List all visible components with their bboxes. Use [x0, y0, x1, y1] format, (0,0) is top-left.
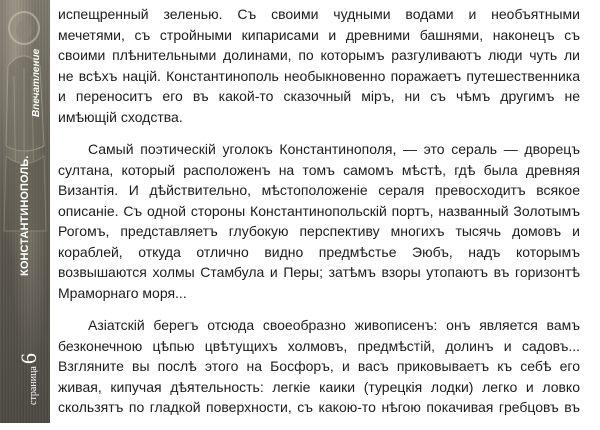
text-line: Самый поэтическій уголокъ Константинополя, — это сераль — дворецъ — [88, 141, 580, 157]
text-line: Византія. И дѣйствительно, мѣстоположеніе сераля превосходитъ всякое — [58, 182, 580, 198]
text-line: своими плѣнительными долинами, по которымъ разгуливаютъ люди чуть ли — [58, 47, 580, 63]
text-line: и переноситъ его въ какой-то сказочный міръ, ни съ чѣмъ другимъ не — [58, 88, 580, 104]
running-title: КОНСТАНТИНОПОЛЬ. — [19, 155, 31, 276]
text-line: Азіатскій берегъ отсюда своеобразно живописенъ: онъ является вамъ — [88, 317, 580, 333]
paragraph — [58, 315, 580, 418]
page-number — [16, 353, 42, 405]
text-line: испещренный зеленью. Съ своими чудными водами и необъятными — [58, 6, 580, 22]
text-line: Взгляните вы послѣ этого на Босфоръ, и васъ приковываетъ къ себѣ его — [58, 358, 580, 374]
paragraph — [58, 139, 580, 303]
running-subtitle: Впечатление — [31, 48, 42, 117]
text-line: описаніе. Съ одной стороны Константинопольскій портъ, названный Золотымъ — [58, 202, 580, 219]
text-line: безконечною цѣпью цвѣтущихъ холмовъ, предмѣстій, долинъ и садовъ... — [58, 337, 580, 354]
sidebar-band — [0, 0, 50, 423]
page-label: страница — [28, 366, 39, 405]
text-line: кораблей, откуда отлично видно предмѣстье Эюбъ, надъ которымъ — [58, 243, 580, 260]
text-line: возвышаются холмы Стамбула и Перы; затѣмъ взоры утопаютъ въ горизонтѣ — [58, 264, 580, 280]
page-number-value: 6 — [16, 353, 41, 365]
text-line: скользятъ по гладкой поверхности, съ какою-то нѣгою покачивая гребцовъ въ — [58, 399, 580, 415]
text-line: Мраморнаго моря... — [58, 284, 187, 301]
text-line: султана, который расположенъ на томъ самомъ мѣстѣ, гдѣ была древняя — [58, 161, 580, 178]
paragraph — [58, 4, 580, 127]
text-line: не всѣхъ націй. Константинополь необыкновенно поражаетъ путешественника — [58, 67, 580, 84]
text-line: Рогомъ, представляетъ глубокую перспективу многихъ тысячь домовъ и — [58, 223, 580, 239]
text-line: мечетями, съ стройными кипарисами и древними башнями, наконецъ съ — [58, 26, 580, 43]
text-line: живая, кипучая дѣятельность: легкіе каики (турецкія лодки) легко и ловко — [58, 378, 580, 395]
text-line: имѣющій сходства. — [58, 108, 183, 125]
body-text — [58, 4, 580, 430]
